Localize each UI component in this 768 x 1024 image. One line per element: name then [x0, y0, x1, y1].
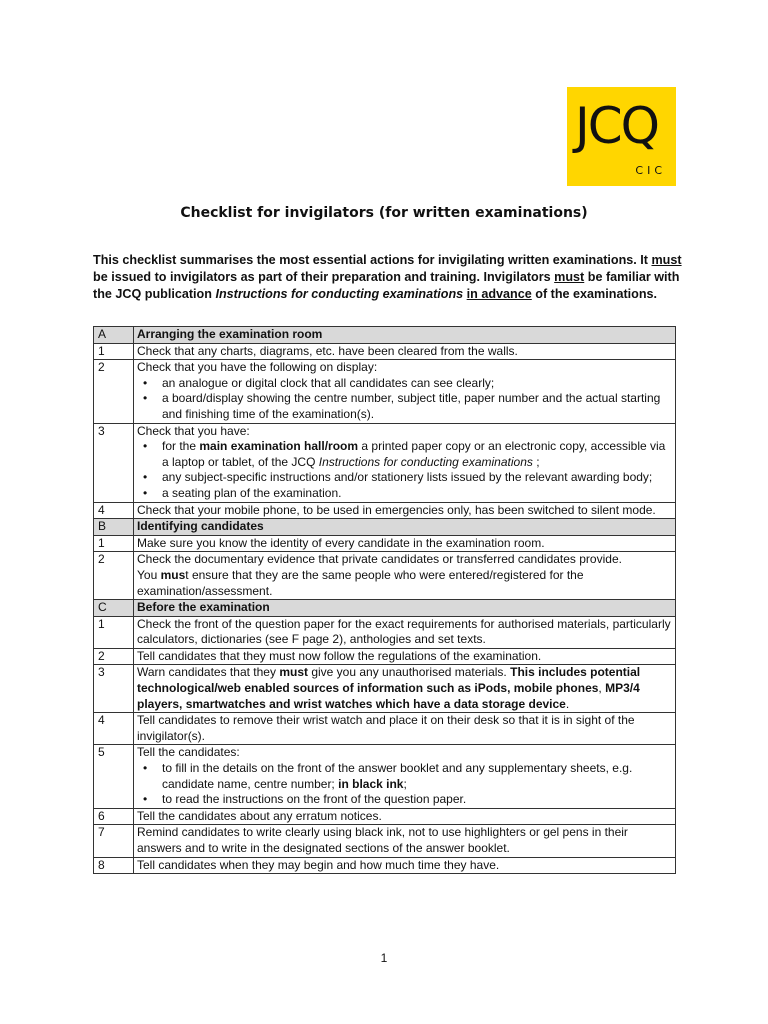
bullet-list — [137, 761, 672, 808]
list-item: • to fill in the details on the front of the answer booklet and any supplementary sheets, e.g. candidate name, centre number; in black ink; — [137, 761, 672, 792]
table-row — [94, 360, 676, 423]
row-text: Tell candidates to remove their wrist watch and place it on their desk so that it is in sight of the invigilator(s). — [134, 713, 676, 745]
row-text: Check the documentary evidence that private candidates or transferred candidates provide. You must ensure that they are the same people who were entered/registered for the examination/assessment. — [134, 552, 676, 600]
row-number: 2 — [94, 360, 134, 423]
row-number: 1 — [94, 343, 134, 360]
row-number: 2 — [94, 648, 134, 665]
row-number: 1 — [94, 535, 134, 552]
row-number: 7 — [94, 825, 134, 857]
row-text: Remind candidates to write clearly using black ink, not to use highlighters or gel pens in their answers and to write in the designated sections of the answer booklet. — [134, 825, 676, 857]
jcq-logo — [567, 87, 676, 186]
section-letter: B — [94, 519, 134, 536]
bullet-list — [137, 439, 672, 501]
table-row — [94, 713, 676, 745]
row-text: Tell the candidates about any erratum notices. — [134, 808, 676, 825]
row-text: Warn candidates that they must give you any unauthorised materials. This includes potential technological/web enabled sources of information such as iPods, mobile phones, MP3/4 players, smartwatches and wrist watches which have a data storage device. — [134, 665, 676, 713]
list-item: • a board/display showing the centre number, subject title, paper number and the actual starting and finishing time of the examination(s). — [137, 391, 672, 422]
table-row — [94, 502, 676, 519]
list-item: • an analogue or digital clock that all candidates can see clearly; — [137, 376, 672, 392]
list-item: • any subject-specific instructions and/or stationery lists issued by the relevant awarding body; — [137, 470, 672, 486]
section-heading: Before the examination — [134, 600, 676, 617]
table-row — [94, 423, 676, 502]
list-item: • for the main examination hall/room a printed paper copy or an electronic copy, accessible via a laptop or tablet, of the JCQ Instructions for conducting examinations ; — [137, 439, 672, 470]
checklist-table — [93, 326, 676, 874]
list-item: • a seating plan of the examination. — [137, 486, 672, 502]
table-row — [94, 665, 676, 713]
row-number: 6 — [94, 808, 134, 825]
row-number: 4 — [94, 713, 134, 745]
table-row — [94, 808, 676, 825]
row-number: 2 — [94, 552, 134, 600]
row-number: 8 — [94, 857, 134, 874]
table-row — [94, 616, 676, 648]
intro-paragraph: This checklist summarises the most essential actions for invigilating written examinations. It must be issued to invigilators as part of their preparation and training. Invigilators must be familiar with the JCQ publication Instructions for conducting examinations in advance of the examinations. — [93, 253, 682, 301]
page-title: Checklist for invigilators (for written examinations) — [180, 205, 588, 221]
page-number: 1 — [380, 951, 388, 965]
row-text: Tell candidates when they may begin and how much time they have. — [134, 857, 676, 874]
table-row — [94, 745, 676, 808]
row-number: 3 — [94, 665, 134, 713]
row-number: 4 — [94, 502, 134, 519]
table-row — [94, 343, 676, 360]
bullet-list — [137, 376, 672, 423]
logo-letters: JCQ — [575, 97, 659, 155]
row-text: Check that you have: • for the main examination hall/room a printed paper copy or an electronic copy, accessible via a laptop or tablet, of the JCQ Instructions for conducting examinations ; • any subject-specific instructions and/or stationery lists issued by the relevant awarding body; • a seating plan of the examination. — [134, 423, 676, 502]
section-letter: C — [94, 600, 134, 617]
row-number: 1 — [94, 616, 134, 648]
table-row — [94, 857, 676, 874]
row-number: 3 — [94, 423, 134, 502]
table-row — [94, 535, 676, 552]
row-number: 5 — [94, 745, 134, 808]
row-text: Check the front of the question paper for the exact requirements for authorised materials, particularly calculators, dictionaries (see F page 2), anthologies and set texts. — [134, 616, 676, 648]
row-text: Check that your mobile phone, to be used in emergencies only, has been switched to silent mode. — [134, 502, 676, 519]
row-text: Tell the candidates: • to fill in the details on the front of the answer booklet and any supplementary sheets, e.g. candidate name, centre number; in black ink; • to read the instructions on the front of the question paper. — [134, 745, 676, 808]
logo-subtitle: CIC — [635, 164, 666, 177]
row-text: Tell candidates that they must now follow the regulations of the examination. — [134, 648, 676, 665]
section-header — [94, 327, 676, 344]
section-header — [94, 519, 676, 536]
table-row — [94, 552, 676, 600]
row-text: Check that any charts, diagrams, etc. have been cleared from the walls. — [134, 343, 676, 360]
section-heading: Arranging the examination room — [134, 327, 676, 344]
table-row — [94, 648, 676, 665]
row-text: Make sure you know the identity of every candidate in the examination room. — [134, 535, 676, 552]
row-text: Check that you have the following on display: • an analogue or digital clock that all candidates can see clearly; • a board/display showing the centre number, subject title, paper number and the actual starting and finishing time of the examination(s). — [134, 360, 676, 423]
table-row — [94, 825, 676, 857]
section-header — [94, 600, 676, 617]
section-letter: A — [94, 327, 134, 344]
section-heading: Identifying candidates — [134, 519, 676, 536]
list-item: • to read the instructions on the front of the question paper. — [137, 792, 672, 808]
